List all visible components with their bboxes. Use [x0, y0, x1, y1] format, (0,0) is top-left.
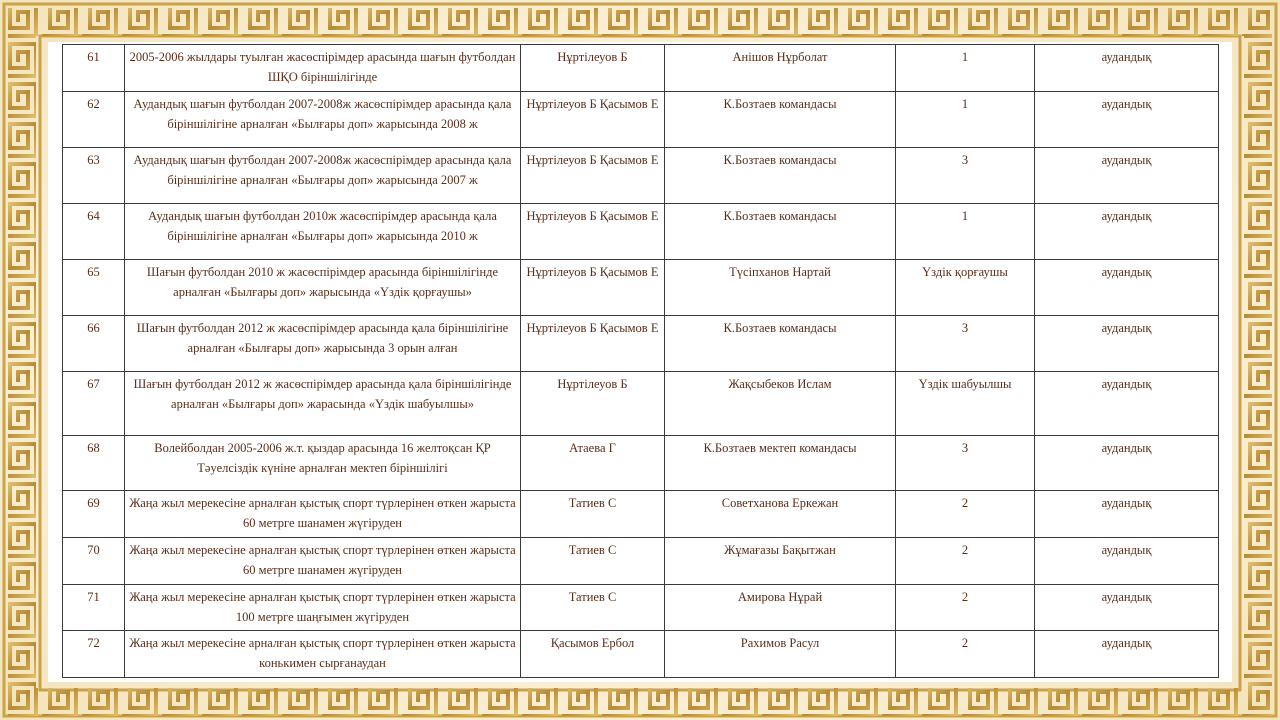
cell-participant: Жұмағазы Бақытжан [665, 538, 896, 585]
cell-event: Жаңа жыл мерекесіне арналған қыстық спорт түрлерінен өткен жарыста 60 метрге шанамен жүгіруден [125, 538, 521, 585]
cell-event: Аудандық шағын футболдан 2007-2008ж жасөспірімдер арасында қала біріншілігіне арналған «Былғары доп» жарысында 2007 ж [125, 148, 521, 204]
cell-place: 1 [896, 204, 1035, 260]
cell-level: аудандық [1035, 491, 1219, 538]
cell-level: аудандық [1035, 316, 1219, 372]
cell-level: аудандық [1035, 148, 1219, 204]
cell-participant: К.Бозтаев командасы [665, 204, 896, 260]
table-row [63, 204, 1219, 260]
table-row [63, 316, 1219, 372]
cell-coach: Нұртілеуов Б Қасымов Е [521, 92, 665, 148]
cell-level: аудандық [1035, 631, 1219, 678]
cell-participant: Амирова Нұрай [665, 585, 896, 631]
cell-event: Шағын футболдан 2010 ж жасөспірімдер арасында біріншілігінде арналған «Былғары доп» жарысында «Үздік қорғаушы» [125, 260, 521, 316]
cell-event: 2005-2006 жылдары туылған жасөспірімдер арасында шағын футболдан ШҚО біріншілігінде [125, 45, 521, 92]
table-row [63, 436, 1219, 491]
cell-level: аудандық [1035, 92, 1219, 148]
cell-level: аудандық [1035, 538, 1219, 585]
cell-level: аудандық [1035, 204, 1219, 260]
achievements-table [62, 44, 1219, 678]
cell-place: 1 [896, 45, 1035, 92]
cell-place: 2 [896, 631, 1035, 678]
cell-participant: К.Бозтаев командасы [665, 92, 896, 148]
cell-place: Үздік шабуылшы [896, 372, 1035, 436]
cell-num: 69 [63, 491, 125, 538]
cell-num: 71 [63, 585, 125, 631]
cell-num: 61 [63, 45, 125, 92]
cell-event: Волейболдан 2005-2006 ж.т. қыздар арасында 16 желтоқсан ҚР Тәуелсіздік күніне арналған мектеп біріншілігі [125, 436, 521, 491]
cell-place: 2 [896, 538, 1035, 585]
cell-num: 70 [63, 538, 125, 585]
table-row [63, 372, 1219, 436]
cell-place: 3 [896, 148, 1035, 204]
cell-participant: К.Бозтаев командасы [665, 316, 896, 372]
cell-place: 2 [896, 585, 1035, 631]
cell-participant: Анішов Нұрболат [665, 45, 896, 92]
table-row [63, 538, 1219, 585]
cell-coach: Татиев С [521, 538, 665, 585]
cell-coach: Нұртілеуов Б Қасымов Е [521, 260, 665, 316]
cell-coach: Нұртілеуов Б Қасымов Е [521, 204, 665, 260]
cell-event: Аудандық шағын футболдан 2010ж жасөспірімдер арасында қала біріншілігіне арналған «Былғары доп» жарысында 2010 ж [125, 204, 521, 260]
cell-coach: Нұртілеуов Б Қасымов Е [521, 148, 665, 204]
cell-coach: Татиев С [521, 585, 665, 631]
cell-num: 68 [63, 436, 125, 491]
cell-participant: Түсіпханов Нартай [665, 260, 896, 316]
cell-num: 65 [63, 260, 125, 316]
cell-level: аудандық [1035, 260, 1219, 316]
cell-place: 2 [896, 491, 1035, 538]
table-row [63, 92, 1219, 148]
cell-place: Үздік қорғаушы [896, 260, 1035, 316]
cell-coach: Нұртілеуов Б Қасымов Е [521, 316, 665, 372]
cell-num: 63 [63, 148, 125, 204]
table-row [63, 45, 1219, 92]
cell-event: Жаңа жыл мерекесіне арналған қыстық спорт түрлерінен өткен жарыста 100 метрге шаңғымен жүгіруден [125, 585, 521, 631]
cell-coach: Нұртілеуов Б [521, 372, 665, 436]
cell-level: аудандық [1035, 372, 1219, 436]
table-row [63, 585, 1219, 631]
cell-num: 66 [63, 316, 125, 372]
cell-participant: Жақсыбеков Ислам [665, 372, 896, 436]
cell-level: аудандық [1035, 436, 1219, 491]
cell-event: Шағын футболдан 2012 ж жасөспірімдер арасында қала біріншілігінде арналған «Былғары доп» жарасында «Үздік шабуылшы» [125, 372, 521, 436]
cell-event: Жаңа жыл мерекесіне арналған қыстық спорт түрлерінен өткен жарыста 60 метрге шанамен жүгіруден [125, 491, 521, 538]
cell-coach: Атаева Г [521, 436, 665, 491]
cell-coach: Қасымов Ербол [521, 631, 665, 678]
cell-coach: Татиев С [521, 491, 665, 538]
cell-event: Шағын футболдан 2012 ж жасөспірімдер арасында қала біріншілігіне арналған «Былғары доп» жарысында 3 орын алған [125, 316, 521, 372]
cell-participant: Рахимов Расул [665, 631, 896, 678]
cell-participant: К.Бозтаев мектеп командасы [665, 436, 896, 491]
cell-participant: Советханова Еркежан [665, 491, 896, 538]
cell-event: Аудандық шағын футболдан 2007-2008ж жасөспірімдер арасында қала біріншілігіне арналған «Былғары доп» жарысында 2008 ж [125, 92, 521, 148]
cell-num: 72 [63, 631, 125, 678]
cell-participant: К.Бозтаев командасы [665, 148, 896, 204]
cell-num: 67 [63, 372, 125, 436]
cell-place: 1 [896, 92, 1035, 148]
cell-num: 62 [63, 92, 125, 148]
cell-place: 3 [896, 436, 1035, 491]
cell-level: аудандық [1035, 45, 1219, 92]
table-row [63, 260, 1219, 316]
cell-coach: Нұртілеуов Б [521, 45, 665, 92]
cell-level: аудандық [1035, 585, 1219, 631]
table-row [63, 491, 1219, 538]
cell-num: 64 [63, 204, 125, 260]
cell-event: Жаңа жыл мерекесіне арналған қыстық спорт түрлерінен өткен жарыста конькимен сырғанаудан [125, 631, 521, 678]
table-row [63, 148, 1219, 204]
cell-place: 3 [896, 316, 1035, 372]
table-row [63, 631, 1219, 678]
